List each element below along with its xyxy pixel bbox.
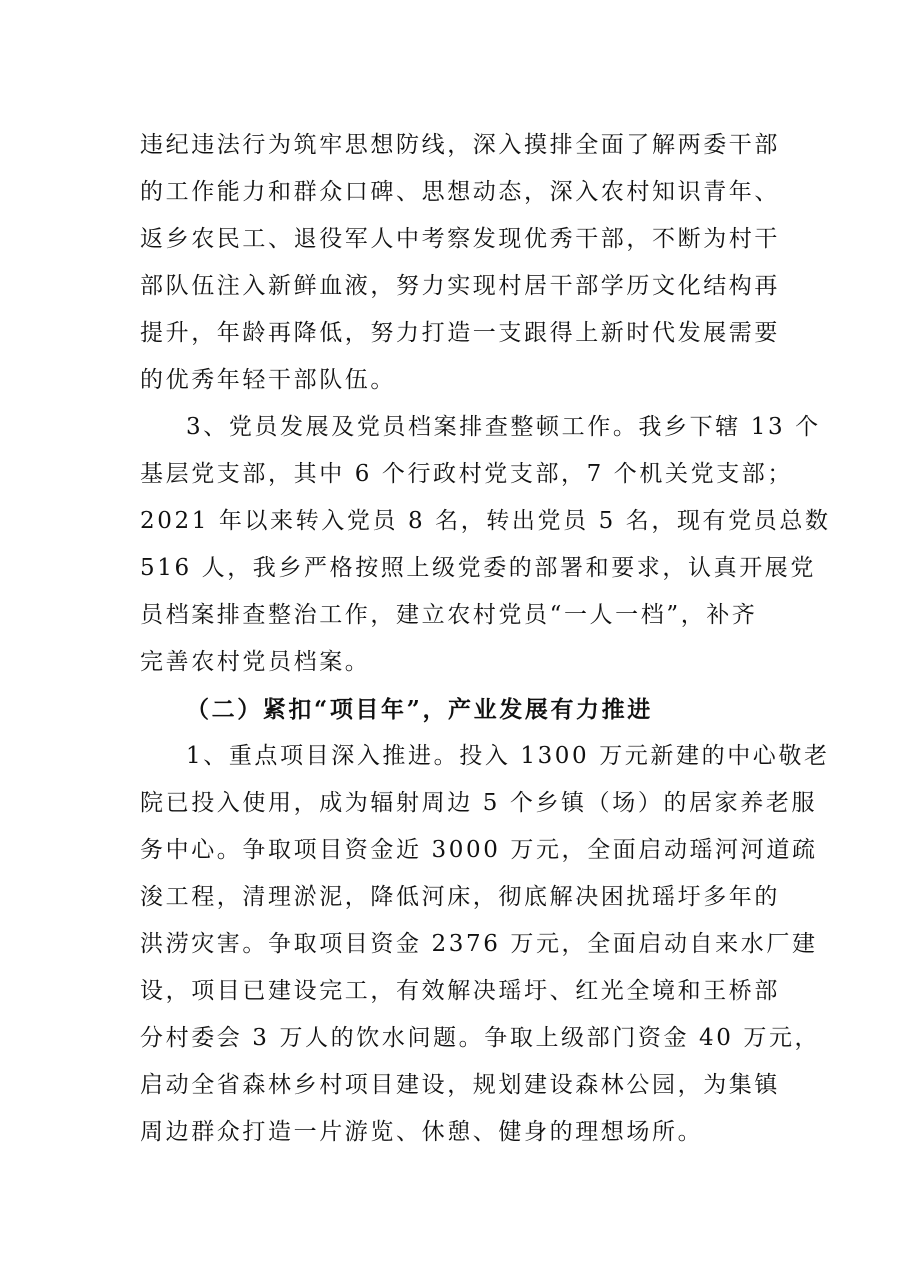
- paragraph-line: 洪涝灾害。争取项目资金 2376 万元，全面启动自来水厂建: [140, 931, 818, 957]
- paragraph-line: 周边群众打造一片游览、休憩、健身的理想场所。: [140, 1119, 704, 1145]
- paragraph-line: 部队伍注入新鲜血液，努力实现村居干部学历文化结构再: [140, 273, 780, 299]
- paragraph-line: 员档案排查整治工作，建立农村党员“一人一档”，补齐: [140, 602, 758, 628]
- paragraph-line: 院已投入使用，成为辐射周边 5 个乡镇（场）的居家养老服: [140, 790, 818, 816]
- paragraph-line: 设，项目已建设完工，有效解决瑶圩、红光全境和王桥部: [140, 978, 780, 1004]
- paragraph-line: 启动全省森林乡村项目建设，规划建设森林公园，为集镇: [140, 1072, 780, 1098]
- paragraph-line: 的工作能力和群众口碑、思想动态，深入农村知识青年、: [140, 179, 780, 205]
- paragraph-line: 务中心。争取项目资金近 3000 万元，全面启动瑶河河道疏: [140, 837, 818, 863]
- paragraph-line: 516 人，我乡严格按照上级党委的部署和要求，认真开展党: [140, 555, 817, 581]
- paragraph-line: 提升，年龄再降低，努力打造一支跟得上新时代发展需要: [140, 320, 780, 346]
- document-body: [140, 122, 831, 1156]
- paragraph-line: 2021 年以来转入党员 8 名，转出党员 5 名，现有党员总数: [140, 508, 831, 534]
- paragraph-line: 浚工程，清理淤泥，降低河床，彻底解决困扰瑶圩多年的: [140, 884, 780, 910]
- paragraph-line: 基层党支部，其中 6 个行政村党支部，7 个机关党支部；: [140, 461, 793, 487]
- paragraph-line: 返乡农民工、退役军人中考察发现优秀干部，不断为村干: [140, 226, 780, 252]
- section-heading: （二）紧扣“项目年”，产业发展有力推进: [186, 696, 653, 723]
- paragraph-line: 1、重点项目深入推进。投入 1300 万元新建的中心敬老: [186, 743, 830, 769]
- paragraph-line: 完善农村党员档案。: [140, 649, 371, 675]
- paragraph-line: 违纪违法行为筑牢思想防线，深入摸排全面了解两委干部: [140, 132, 780, 158]
- paragraph-line: 分村委会 3 万人的饮水问题。争取上级部门资金 40 万元，: [140, 1025, 821, 1051]
- paragraph-line: 3、党员发展及党员档案排查整顿工作。我乡下辖 13 个: [186, 414, 821, 440]
- paragraph-line: 的优秀年轻干部队伍。: [140, 367, 396, 393]
